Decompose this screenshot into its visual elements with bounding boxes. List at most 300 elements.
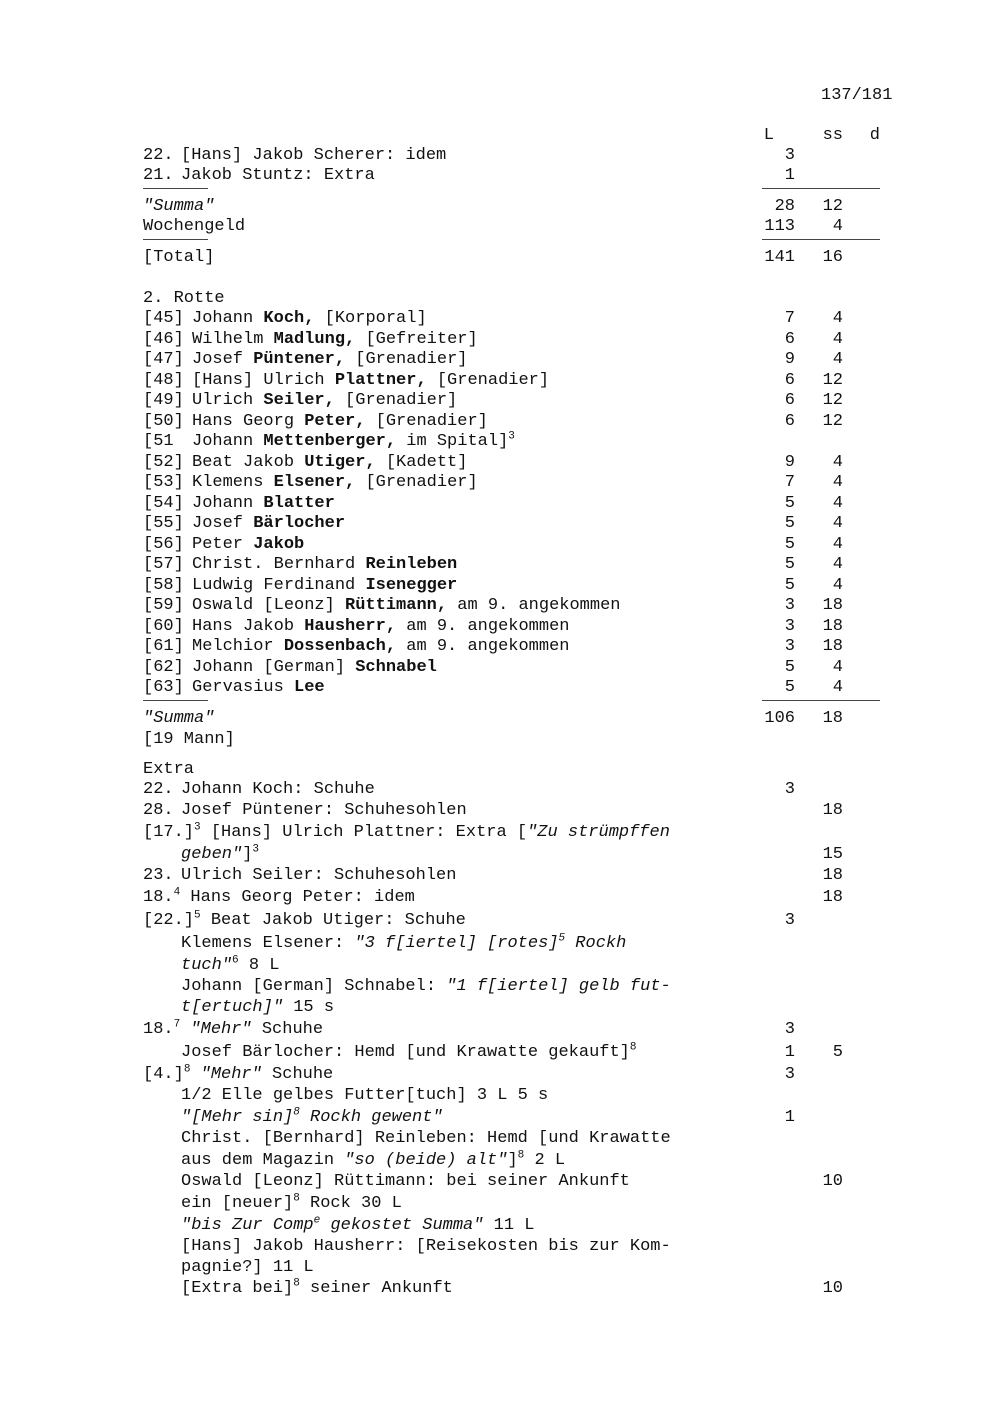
member-row bbox=[0, 390, 1000, 412]
amount-L: 3 bbox=[784, 596, 795, 615]
member-number: [48] bbox=[143, 371, 184, 390]
member-name bbox=[192, 349, 467, 371]
extra-row bbox=[0, 1019, 1000, 1041]
amount-L: 5 bbox=[784, 494, 795, 513]
extra-row bbox=[0, 933, 1000, 955]
member-number: [63] bbox=[143, 678, 184, 697]
member-row bbox=[0, 657, 1000, 679]
member-given-name: Beat Jakob bbox=[192, 453, 305, 472]
footnote-ref: 8 bbox=[183, 1063, 191, 1076]
extra-row bbox=[0, 1064, 1000, 1086]
amount-ss: 4 bbox=[832, 576, 843, 595]
member-surname: Isenegger bbox=[365, 576, 458, 595]
row-text: Josef Püntener: Schuhesohlen bbox=[181, 801, 467, 820]
member-role: im Spital] bbox=[396, 432, 509, 451]
member-number: [56] bbox=[143, 535, 184, 554]
entry-text: ein [neuer] bbox=[181, 1194, 294, 1213]
amount-ss: 18 bbox=[822, 617, 843, 636]
wochengeld-L: 113 bbox=[764, 217, 795, 236]
member-given-name: Gervasius bbox=[192, 678, 295, 697]
member-surname: Lee bbox=[294, 678, 325, 697]
row-text bbox=[181, 933, 626, 955]
extra-row bbox=[0, 844, 1000, 866]
row-text: Johann Koch: Schuhe bbox=[181, 780, 375, 799]
quote-text: tuch" bbox=[181, 956, 233, 975]
header-d: d bbox=[869, 126, 880, 145]
amount-L: 3 bbox=[784, 1020, 795, 1039]
member-row bbox=[0, 370, 1000, 392]
amount-ss: 4 bbox=[832, 330, 843, 349]
entry-text: 8 L bbox=[248, 956, 280, 975]
amount-ss: 12 bbox=[822, 391, 843, 410]
member-surname: Plattner, bbox=[334, 371, 427, 390]
extra-row bbox=[0, 997, 1000, 1019]
row-number: 18. bbox=[143, 1020, 174, 1039]
amount-L: 5 bbox=[784, 535, 795, 554]
member-row bbox=[0, 636, 1000, 658]
member-given-name: Johann bbox=[192, 432, 264, 451]
amount-ss: 4 bbox=[832, 555, 843, 574]
member-given-name: Hans Georg bbox=[192, 412, 305, 431]
row-text: 1/2 Elle gelbes Futter[tuch] 3 L 5 s bbox=[181, 1086, 549, 1105]
amount-L: 5 bbox=[784, 514, 795, 533]
member-name bbox=[192, 431, 515, 453]
extra-row bbox=[0, 910, 1000, 932]
entry-text: Josef Bärlocher: Hemd [und Krawatte gekauft] bbox=[181, 1043, 630, 1062]
entry-text: 11 L bbox=[493, 1216, 535, 1235]
entry-text: 15 s bbox=[293, 998, 335, 1017]
amount-ss: 12 bbox=[822, 412, 843, 431]
summa-label: "Summa" bbox=[143, 197, 215, 216]
member-surname: Elsener, bbox=[273, 473, 356, 492]
member-row bbox=[0, 616, 1000, 638]
member-given-name: Peter bbox=[192, 535, 254, 554]
member-row bbox=[0, 677, 1000, 699]
row-number: [22.] bbox=[143, 911, 195, 930]
member-role: am 9. angekommen bbox=[396, 617, 570, 636]
footnote-ref: 7 bbox=[173, 1018, 181, 1031]
member-row bbox=[0, 554, 1000, 576]
mann-count: [19 Mann] bbox=[143, 730, 235, 749]
member-number: [49] bbox=[143, 391, 184, 410]
member-given-name: Christ. Bernhard bbox=[192, 555, 366, 574]
footnote-ref: 5 bbox=[558, 932, 566, 945]
amount-ss: 15 bbox=[822, 845, 843, 864]
extra-row bbox=[0, 887, 1000, 909]
member-given-name: Wilhelm bbox=[192, 330, 274, 349]
divider-right bbox=[762, 188, 880, 189]
member-row bbox=[0, 575, 1000, 597]
divider-right bbox=[762, 239, 880, 240]
summa-ss: 18 bbox=[822, 709, 843, 728]
amount-ss: 4 bbox=[832, 514, 843, 533]
footnote-ref: 8 bbox=[293, 1106, 300, 1119]
entry-text: 2 L bbox=[534, 1151, 566, 1170]
row-text bbox=[143, 1019, 323, 1041]
amount-L: 9 bbox=[784, 453, 795, 472]
member-role: [Kadett] bbox=[375, 453, 468, 472]
extra-row bbox=[0, 976, 1000, 998]
amount-L: 5 bbox=[784, 576, 795, 595]
member-number: [58] bbox=[143, 576, 184, 595]
extra-row bbox=[0, 1128, 1000, 1150]
summa-ss: 12 bbox=[822, 197, 843, 216]
member-surname: Utiger, bbox=[304, 453, 376, 472]
member-name bbox=[192, 411, 488, 433]
amount-ss: 18 bbox=[822, 888, 843, 907]
quote-text: Rockh gewent" bbox=[310, 1108, 443, 1127]
member-given-name: Ulrich bbox=[192, 391, 264, 410]
extra-row bbox=[0, 1085, 1000, 1107]
amount-L: 3 bbox=[784, 637, 795, 656]
row-text bbox=[181, 1107, 443, 1129]
member-row bbox=[0, 452, 1000, 474]
divider-left bbox=[143, 700, 208, 701]
entry-text: Hans Georg Peter: idem bbox=[190, 888, 415, 907]
quote-text: "so (beide) alt" bbox=[344, 1151, 508, 1170]
wochengeld-ss: 4 bbox=[832, 217, 843, 236]
amount-ss: 4 bbox=[832, 309, 843, 328]
amount-L: 9 bbox=[784, 350, 795, 369]
member-role: [Grenadier] bbox=[355, 473, 478, 492]
amount-L: 3 bbox=[784, 146, 795, 165]
amount-L: 6 bbox=[784, 391, 795, 410]
row-text bbox=[181, 976, 671, 998]
extra-row bbox=[0, 1278, 1000, 1300]
amount-ss: 5 bbox=[832, 1043, 843, 1062]
member-given-name: Klemens bbox=[192, 473, 274, 492]
extra-row bbox=[0, 1171, 1000, 1193]
row-text bbox=[181, 997, 334, 1019]
amount-ss: 4 bbox=[832, 453, 843, 472]
extra-title: Extra bbox=[143, 760, 195, 779]
amount-L: 5 bbox=[784, 555, 795, 574]
amount-ss: 18 bbox=[822, 596, 843, 615]
extra-row bbox=[0, 865, 1000, 887]
row-text: Christ. [Bernhard] Reinleben: Hemd [und Krawatte bbox=[181, 1129, 671, 1148]
quote-text: gekostet Summa" bbox=[330, 1216, 484, 1235]
row-text bbox=[143, 887, 415, 909]
member-surname: Bärlocher bbox=[253, 514, 346, 533]
entry-text: [Hans] Ulrich Plattner: Extra [ bbox=[210, 823, 528, 842]
member-number: [60] bbox=[143, 617, 184, 636]
member-name bbox=[192, 677, 325, 699]
extra-row bbox=[0, 800, 1000, 822]
extra-row bbox=[0, 1236, 1000, 1258]
quote-text: "3 f[iertel] [rotes] bbox=[354, 934, 559, 953]
extra-row bbox=[0, 1257, 1000, 1279]
member-name bbox=[192, 329, 478, 351]
wochengeld-label: Wochengeld bbox=[143, 217, 246, 236]
member-row bbox=[0, 534, 1000, 556]
member-row bbox=[0, 472, 1000, 494]
amount-L: 1 bbox=[784, 166, 795, 185]
member-row bbox=[0, 595, 1000, 617]
member-number: [57] bbox=[143, 555, 184, 574]
member-surname: Seiler, bbox=[263, 391, 335, 410]
extra-row bbox=[0, 1193, 1000, 1215]
total-label: [Total] bbox=[143, 248, 215, 267]
member-given-name: Ludwig Ferdinand bbox=[192, 576, 366, 595]
summa-L: 28 bbox=[774, 197, 795, 216]
amount-L: 3 bbox=[784, 1065, 795, 1084]
amount-L: 7 bbox=[784, 309, 795, 328]
quote-text: Rockh bbox=[575, 934, 627, 953]
row-text bbox=[143, 910, 466, 932]
member-role: [Grenadier] bbox=[345, 350, 468, 369]
member-surname: Blatter bbox=[263, 494, 335, 513]
extra-row bbox=[0, 779, 1000, 801]
amount-d: 10 bbox=[822, 1172, 843, 1191]
amount-d: 10 bbox=[822, 1279, 843, 1298]
row-text bbox=[181, 955, 279, 977]
member-number: [50] bbox=[143, 412, 184, 431]
amount-ss: 18 bbox=[822, 801, 843, 820]
row-number: 23. bbox=[143, 866, 174, 885]
row-text: [Hans] Jakob Scherer: idem bbox=[181, 146, 447, 165]
member-given-name: Josef bbox=[192, 350, 254, 369]
member-role: [Grenadier] bbox=[365, 412, 488, 431]
member-given-name: Hans Jakob bbox=[192, 617, 305, 636]
summa-row bbox=[0, 708, 1000, 730]
member-surname: Mettenberger, bbox=[263, 432, 397, 451]
member-number: [46] bbox=[143, 330, 184, 349]
quote-text: geben" bbox=[181, 845, 243, 864]
amount-L: 5 bbox=[784, 658, 795, 677]
member-surname: Püntener, bbox=[253, 350, 346, 369]
member-given-name: Josef bbox=[192, 514, 254, 533]
divider-right bbox=[762, 700, 880, 701]
row-number: [17.] bbox=[143, 823, 195, 842]
row-text: Jakob Stuntz: Extra bbox=[181, 166, 375, 185]
amount-L: 1 bbox=[784, 1108, 795, 1127]
total-ss: 16 bbox=[822, 248, 843, 267]
row-text bbox=[181, 1042, 636, 1064]
amount-ss: 4 bbox=[832, 678, 843, 697]
total-L: 141 bbox=[764, 248, 795, 267]
entry-text: Schuhe bbox=[261, 1020, 324, 1039]
member-given-name: Johann bbox=[192, 309, 264, 328]
divider-left bbox=[143, 239, 208, 240]
member-number: [61] bbox=[143, 637, 184, 656]
member-number: [54] bbox=[143, 494, 184, 513]
member-name bbox=[192, 308, 427, 330]
member-number: [51 bbox=[143, 432, 174, 451]
entry-text: ] bbox=[507, 1151, 518, 1170]
row-text: Ulrich Seiler: Schuhesohlen bbox=[181, 866, 457, 885]
divider-left bbox=[143, 188, 208, 189]
member-given-name: Oswald [Leonz] bbox=[192, 596, 346, 615]
amount-ss: 4 bbox=[832, 658, 843, 677]
ledger-row bbox=[0, 165, 1000, 187]
amount-L: 5 bbox=[784, 678, 795, 697]
entry-text: aus dem Magazin bbox=[181, 1151, 345, 1170]
member-given-name: [Hans] Ulrich bbox=[192, 371, 335, 390]
amount-L: 3 bbox=[784, 911, 795, 930]
member-role: [Grenadier] bbox=[334, 391, 458, 410]
row-text bbox=[143, 822, 670, 844]
amount-ss: 12 bbox=[822, 371, 843, 390]
row-text bbox=[181, 844, 259, 866]
row-text bbox=[181, 1278, 453, 1300]
amount-ss: 18 bbox=[822, 866, 843, 885]
member-surname: Schnabel bbox=[355, 658, 437, 677]
member-name bbox=[192, 390, 457, 412]
section-heading bbox=[0, 759, 1000, 781]
member-role: am 9. angekommen bbox=[396, 637, 570, 656]
footnote-ref: 8 bbox=[629, 1041, 637, 1054]
member-surname: Reinleben bbox=[365, 555, 458, 574]
member-name bbox=[192, 616, 569, 638]
entry-text: [Extra bei] bbox=[181, 1279, 294, 1298]
amount-L: 6 bbox=[784, 412, 795, 431]
quote-text: "[Mehr sin] bbox=[181, 1108, 294, 1127]
member-given-name: Johann bbox=[192, 494, 264, 513]
quote-text: "Mehr" bbox=[200, 1065, 262, 1084]
ledger-row bbox=[0, 145, 1000, 167]
member-surname: Jakob bbox=[253, 535, 305, 554]
amount-ss: 4 bbox=[832, 535, 843, 554]
row-text bbox=[181, 1193, 402, 1215]
row-number: 22. bbox=[143, 146, 174, 165]
footnote-ref: 8 bbox=[517, 1149, 525, 1162]
member-given-name: Melchior bbox=[192, 637, 284, 656]
amount-ss: 4 bbox=[832, 473, 843, 492]
member-number: [52] bbox=[143, 453, 184, 472]
member-name bbox=[192, 636, 569, 658]
row-text: Oswald [Leonz] Rüttimann: bei seiner Ankunft bbox=[181, 1172, 630, 1191]
entry-text: Rock 30 L bbox=[310, 1194, 402, 1213]
member-name bbox=[192, 370, 549, 392]
member-surname: Madlung, bbox=[273, 330, 356, 349]
member-role: am 9. angekommen bbox=[447, 596, 621, 615]
member-number: [45] bbox=[143, 309, 184, 328]
footnote-ref: e bbox=[313, 1214, 321, 1227]
amount-L: 6 bbox=[784, 330, 795, 349]
member-surname: Dossenbach, bbox=[283, 637, 397, 656]
member-role: [Gefreiter] bbox=[355, 330, 478, 349]
header-ss: ss bbox=[822, 126, 843, 145]
rotte-title: 2. Rotte bbox=[143, 289, 225, 308]
member-name bbox=[192, 534, 304, 556]
amount-ss: 18 bbox=[822, 637, 843, 656]
footnote-ref: 4 bbox=[173, 886, 181, 899]
row-text: pagnie?] 11 L bbox=[181, 1258, 314, 1277]
member-number: [62] bbox=[143, 658, 184, 677]
member-name bbox=[192, 575, 457, 597]
amount-L: 6 bbox=[784, 371, 795, 390]
summa-label: "Summa" bbox=[143, 709, 215, 728]
summa-L: 106 bbox=[764, 709, 795, 728]
member-name bbox=[192, 554, 457, 576]
member-given-name: Johann [German] bbox=[192, 658, 356, 677]
quote-text: "1 f[iertel] gelb fut- bbox=[446, 977, 671, 996]
entry-text: seiner Ankunft bbox=[310, 1279, 453, 1298]
footnote-ref: 5 bbox=[194, 909, 201, 922]
footnote-ref: 8 bbox=[293, 1192, 300, 1205]
member-name bbox=[192, 513, 345, 535]
entry-text: Beat Jakob Utiger: Schuhe bbox=[210, 911, 466, 930]
column-header-row bbox=[0, 125, 1000, 147]
member-surname: Peter, bbox=[304, 412, 366, 431]
row-text bbox=[143, 1064, 333, 1086]
row-text bbox=[181, 1215, 534, 1237]
member-number: [55] bbox=[143, 514, 184, 533]
quote-text: "Zu strümpffen bbox=[527, 823, 670, 842]
member-surname: Rüttimann, bbox=[345, 596, 448, 615]
entry-text: Schuhe bbox=[272, 1065, 334, 1084]
footnote-ref: 3 bbox=[508, 430, 515, 443]
member-name bbox=[192, 472, 478, 494]
row-number: 22. bbox=[143, 780, 174, 799]
member-number: [59] bbox=[143, 596, 184, 615]
wochengeld-row bbox=[0, 216, 1000, 238]
footnote-ref: 8 bbox=[293, 1277, 300, 1290]
member-role: [Korporal] bbox=[314, 309, 427, 328]
total-row bbox=[0, 247, 1000, 269]
member-name bbox=[192, 452, 467, 474]
member-role: [Grenadier] bbox=[426, 371, 550, 390]
section-heading bbox=[0, 288, 1000, 310]
extra-row bbox=[0, 955, 1000, 977]
amount-L: 7 bbox=[784, 473, 795, 492]
mann-row bbox=[0, 729, 1000, 751]
summa-row bbox=[0, 196, 1000, 218]
row-number: 21. bbox=[143, 166, 174, 185]
row-text: [Hans] Jakob Hausherr: [Reisekosten bis zur Kom- bbox=[181, 1237, 671, 1256]
quote-text: "Mehr" bbox=[190, 1020, 252, 1039]
extra-row bbox=[0, 822, 1000, 844]
member-name bbox=[192, 493, 335, 515]
member-row bbox=[0, 349, 1000, 371]
extra-row bbox=[0, 1215, 1000, 1237]
member-row bbox=[0, 493, 1000, 515]
header-L: L bbox=[763, 126, 774, 145]
extra-row bbox=[0, 1107, 1000, 1129]
member-surname: Koch, bbox=[263, 309, 315, 328]
page-number: 137/181 bbox=[821, 86, 893, 105]
amount-L: 3 bbox=[784, 617, 795, 636]
member-row bbox=[0, 411, 1000, 433]
member-row bbox=[0, 431, 1000, 453]
row-number: [4.] bbox=[143, 1065, 184, 1084]
amount-ss: 4 bbox=[832, 350, 843, 369]
footnote-ref: 3 bbox=[194, 821, 201, 834]
amount-L: 1 bbox=[784, 1043, 795, 1062]
amount-ss: 4 bbox=[832, 494, 843, 513]
member-surname: Hausherr, bbox=[304, 617, 397, 636]
member-row bbox=[0, 329, 1000, 351]
extra-row bbox=[0, 1150, 1000, 1172]
entry-text: Klemens Elsener: bbox=[181, 934, 355, 953]
footnote-ref: 3 bbox=[252, 843, 260, 856]
entry-text: Johann [German] Schnabel: bbox=[181, 977, 447, 996]
member-name bbox=[192, 595, 621, 617]
row-text bbox=[181, 1150, 565, 1172]
member-row bbox=[0, 308, 1000, 330]
member-number: [53] bbox=[143, 473, 184, 492]
member-number: [47] bbox=[143, 350, 184, 369]
member-row bbox=[0, 513, 1000, 535]
extra-row bbox=[0, 1042, 1000, 1064]
quote-text: t[ertuch]" bbox=[181, 998, 284, 1017]
row-number: 18. bbox=[143, 888, 174, 907]
amount-L: 3 bbox=[784, 780, 795, 799]
footnote-ref: 6 bbox=[232, 954, 239, 967]
entry-text: ] bbox=[242, 845, 253, 864]
quote-text: "bis Zur Comp bbox=[181, 1216, 314, 1235]
member-name bbox=[192, 657, 437, 679]
